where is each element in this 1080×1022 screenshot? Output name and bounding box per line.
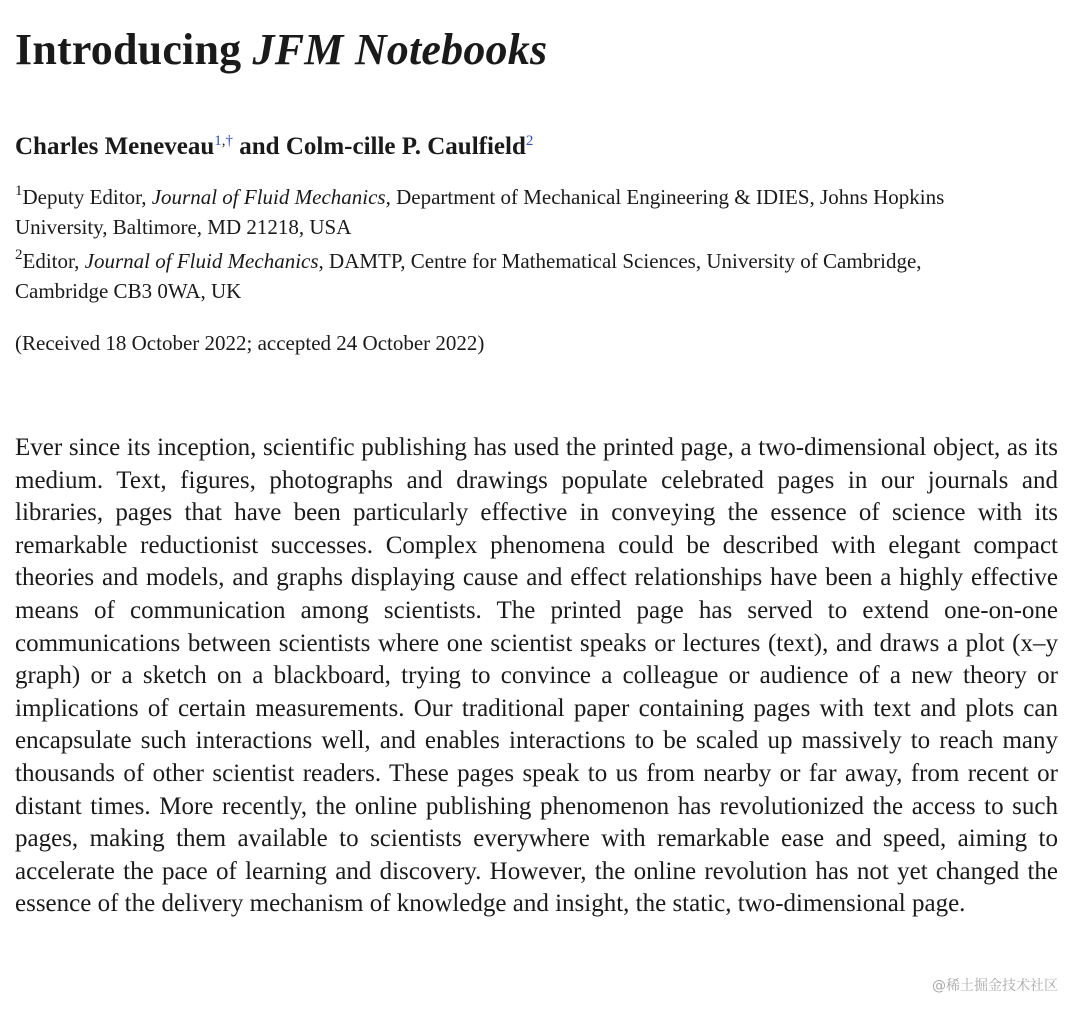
body-paragraph: Ever since its inception, scientific publishing has used the printed page, a two-dimensional object, as its medium. Text, figures, photographs and drawings populate celebrated pages in our journals and libraries, pages that have been particularly effective in conveying the essence of science with its remarkable reductionist successes. Complex phenomena could be described with elegant compact theories and models, and graphs displaying cause and effect relationships have been a highly effective means of communication among scientists. The printed page has served to extend one-on-one communications between scientists where one scientist speaks or lectures (text), and draws a plot (x–y graph) or a sketch on a blackboard, trying to convince a colleague or audience of a new theory or implications of certain measurements. Our traditional paper containing pages with text and plots can encapsulate such interactions well, and enables interactions to be scaled up massively to reach many thousands of other scientist readers. These pages speak to us from nearby or far away, from recent or distant times. More recently, the online publishing phenomenon has revolutionized the access to such pages, making them available to scientists everywhere with remarkable ease and speed, aiming to accelerate the pace of learning and discovery. However, the online revolution has not yet changed the essence of the delivery mechanism of knowledge and insight, the static, two-dimensional page. (15, 434, 1058, 918)
affiliation-1-rest: , Department of Mechanical Engineering & IDIES, Johns Hopkins University, Baltimore, MD 21218, USA (15, 185, 945, 239)
author-1-corresponding-link[interactable]: † (225, 133, 234, 149)
affiliation-2-sup: 2 (15, 247, 23, 263)
affiliation-2-journal: Journal of Fluid Mechanics (84, 249, 319, 273)
author-1-name: Charles Meneveau (15, 133, 215, 160)
paper-title (15, 24, 547, 75)
affiliation-2-prefix: Editor, (22, 249, 85, 273)
affiliation-2-rest: , DAMTP, Centre for Mathematical Sciences, University of Cambridge, Cambridge CB3 0WA, UK (15, 249, 922, 303)
title-prefix: Introducing (15, 25, 253, 74)
title-italic: JFM Notebooks (252, 25, 548, 74)
author-2-name: Colm-cille P. Caulfield (285, 133, 526, 160)
affiliation-1-journal: Journal of Fluid Mechanics (151, 185, 386, 209)
affiliation-2 (15, 248, 1015, 305)
author-line (15, 133, 533, 161)
author-2-affil-link[interactable]: 2 (525, 133, 534, 149)
received-dates: (Received 18 October 2022; accepted 24 October 2022) (15, 331, 485, 355)
affiliation-1 (15, 184, 1015, 241)
author-1-sup-separator: , (221, 133, 226, 149)
affiliation-1-sup: 1 (15, 183, 23, 199)
watermark: @稀土掘金技术社区 (932, 978, 1058, 994)
author-connector: and (233, 133, 286, 160)
affiliation-1-prefix: Deputy Editor, (22, 185, 152, 209)
author-1-affil-link[interactable]: 1 (214, 133, 222, 149)
